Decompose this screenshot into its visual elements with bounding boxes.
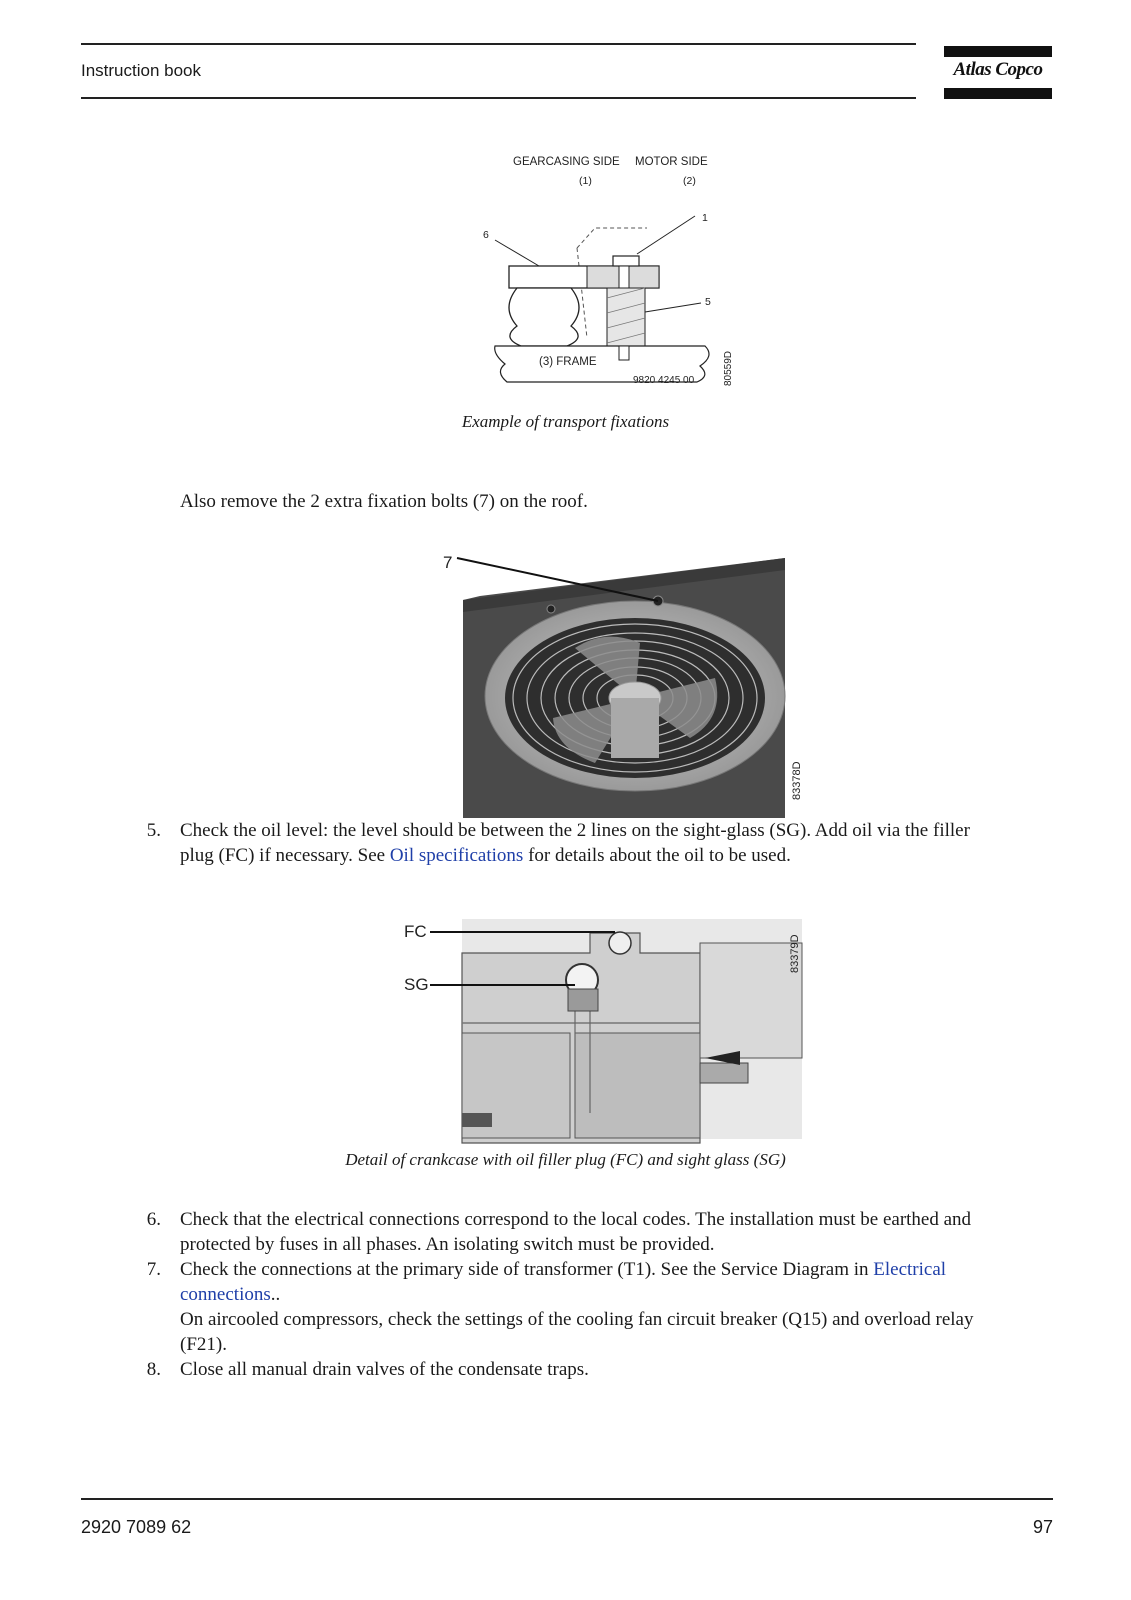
step7-text: Check the connections at the primary side of transformer (T1). See the Service Diagram in	[180, 1259, 874, 1280]
electrical-connections-link[interactable]: Electrical	[873, 1259, 947, 1280]
callout-fc: FC	[404, 922, 427, 941]
step7-line4: (F21).	[180, 1334, 227, 1355]
roof-fan-photo	[435, 548, 805, 822]
label-motor-side: MOTOR SIDE	[635, 156, 708, 168]
atlas-copco-logo	[944, 46, 1052, 100]
footer-page-number: 97	[1032, 1517, 1053, 1537]
logo-wordmark: Atlas Copco	[953, 59, 1043, 80]
label-num-1: (1)	[579, 175, 592, 187]
paragraph-roof-bolts: Also remove the 2 extra fixation bolts (7) on the roof.	[180, 491, 588, 512]
oil-specifications-link[interactable]: Oil specifications	[389, 845, 524, 866]
step8-line1: Close all manual drain valves of the condensate traps.	[180, 1359, 589, 1380]
step8-number: 8.	[146, 1359, 161, 1380]
callout-sg: SG	[404, 975, 429, 994]
header-bottom-rule	[81, 97, 916, 99]
step6-line1: Check that the electrical connections correspond to the local codes. The installation must be earthed and	[180, 1209, 972, 1230]
header-top-rule	[81, 43, 916, 45]
step6-number: 6.	[146, 1209, 161, 1230]
figure3-caption: Detail of crankcase with oil filler plug (FC) and sight glass (SG)	[345, 1150, 786, 1169]
footer-doc-number: 2920 7089 62	[81, 1517, 192, 1537]
callout-7: 7	[443, 553, 453, 572]
logo-bottom-bar	[944, 88, 1052, 99]
label-num-2: (2)	[683, 175, 696, 187]
step7-text-tail: ..	[270, 1284, 281, 1305]
step7-line2	[180, 1282, 1052, 1307]
figure2-code: 83378D	[791, 761, 803, 800]
label-frame: (3) FRAME	[539, 356, 597, 368]
step7-line1	[180, 1257, 1052, 1282]
label-gearcasing-side: GEARCASING SIDE	[513, 156, 620, 168]
step5-text: plug (FC) if necessary. See	[180, 845, 390, 866]
step5-line1: Check the oil level: the level should be between the 2 lines on the sight-glass (SG). Add oil via the filler	[180, 820, 970, 841]
callout-5: 5	[705, 296, 711, 308]
crankcase-photo	[400, 913, 830, 1145]
step7-number: 7.	[146, 1259, 161, 1280]
step7-line3: On aircooled compressors, check the settings of the cooling fan circuit breaker (Q15) and overload relay	[180, 1309, 974, 1330]
figure3-code: 83379D	[789, 934, 801, 973]
step5-number: 5.	[146, 820, 161, 841]
figure1-part-number: 9820 4245 00	[633, 375, 695, 386]
callout-1: 1	[702, 212, 708, 224]
step6-line2: protected by fuses in all phases. An isolating switch must be provided.	[180, 1234, 715, 1255]
figure1-caption: Example of transport fixations	[461, 412, 670, 431]
electrical-connections-link-cont[interactable]: connections	[180, 1284, 271, 1305]
figure1-code: 80559D	[723, 350, 734, 386]
transport-fixation-diagram	[483, 148, 765, 398]
header-title: Instruction book	[81, 61, 202, 80]
step5-text-tail: for details about the oil to be used.	[523, 845, 791, 866]
logo-top-bar	[944, 46, 1052, 57]
callout-6: 6	[483, 229, 489, 241]
step5-line2	[180, 843, 1052, 868]
footer-rule	[81, 1498, 1053, 1500]
